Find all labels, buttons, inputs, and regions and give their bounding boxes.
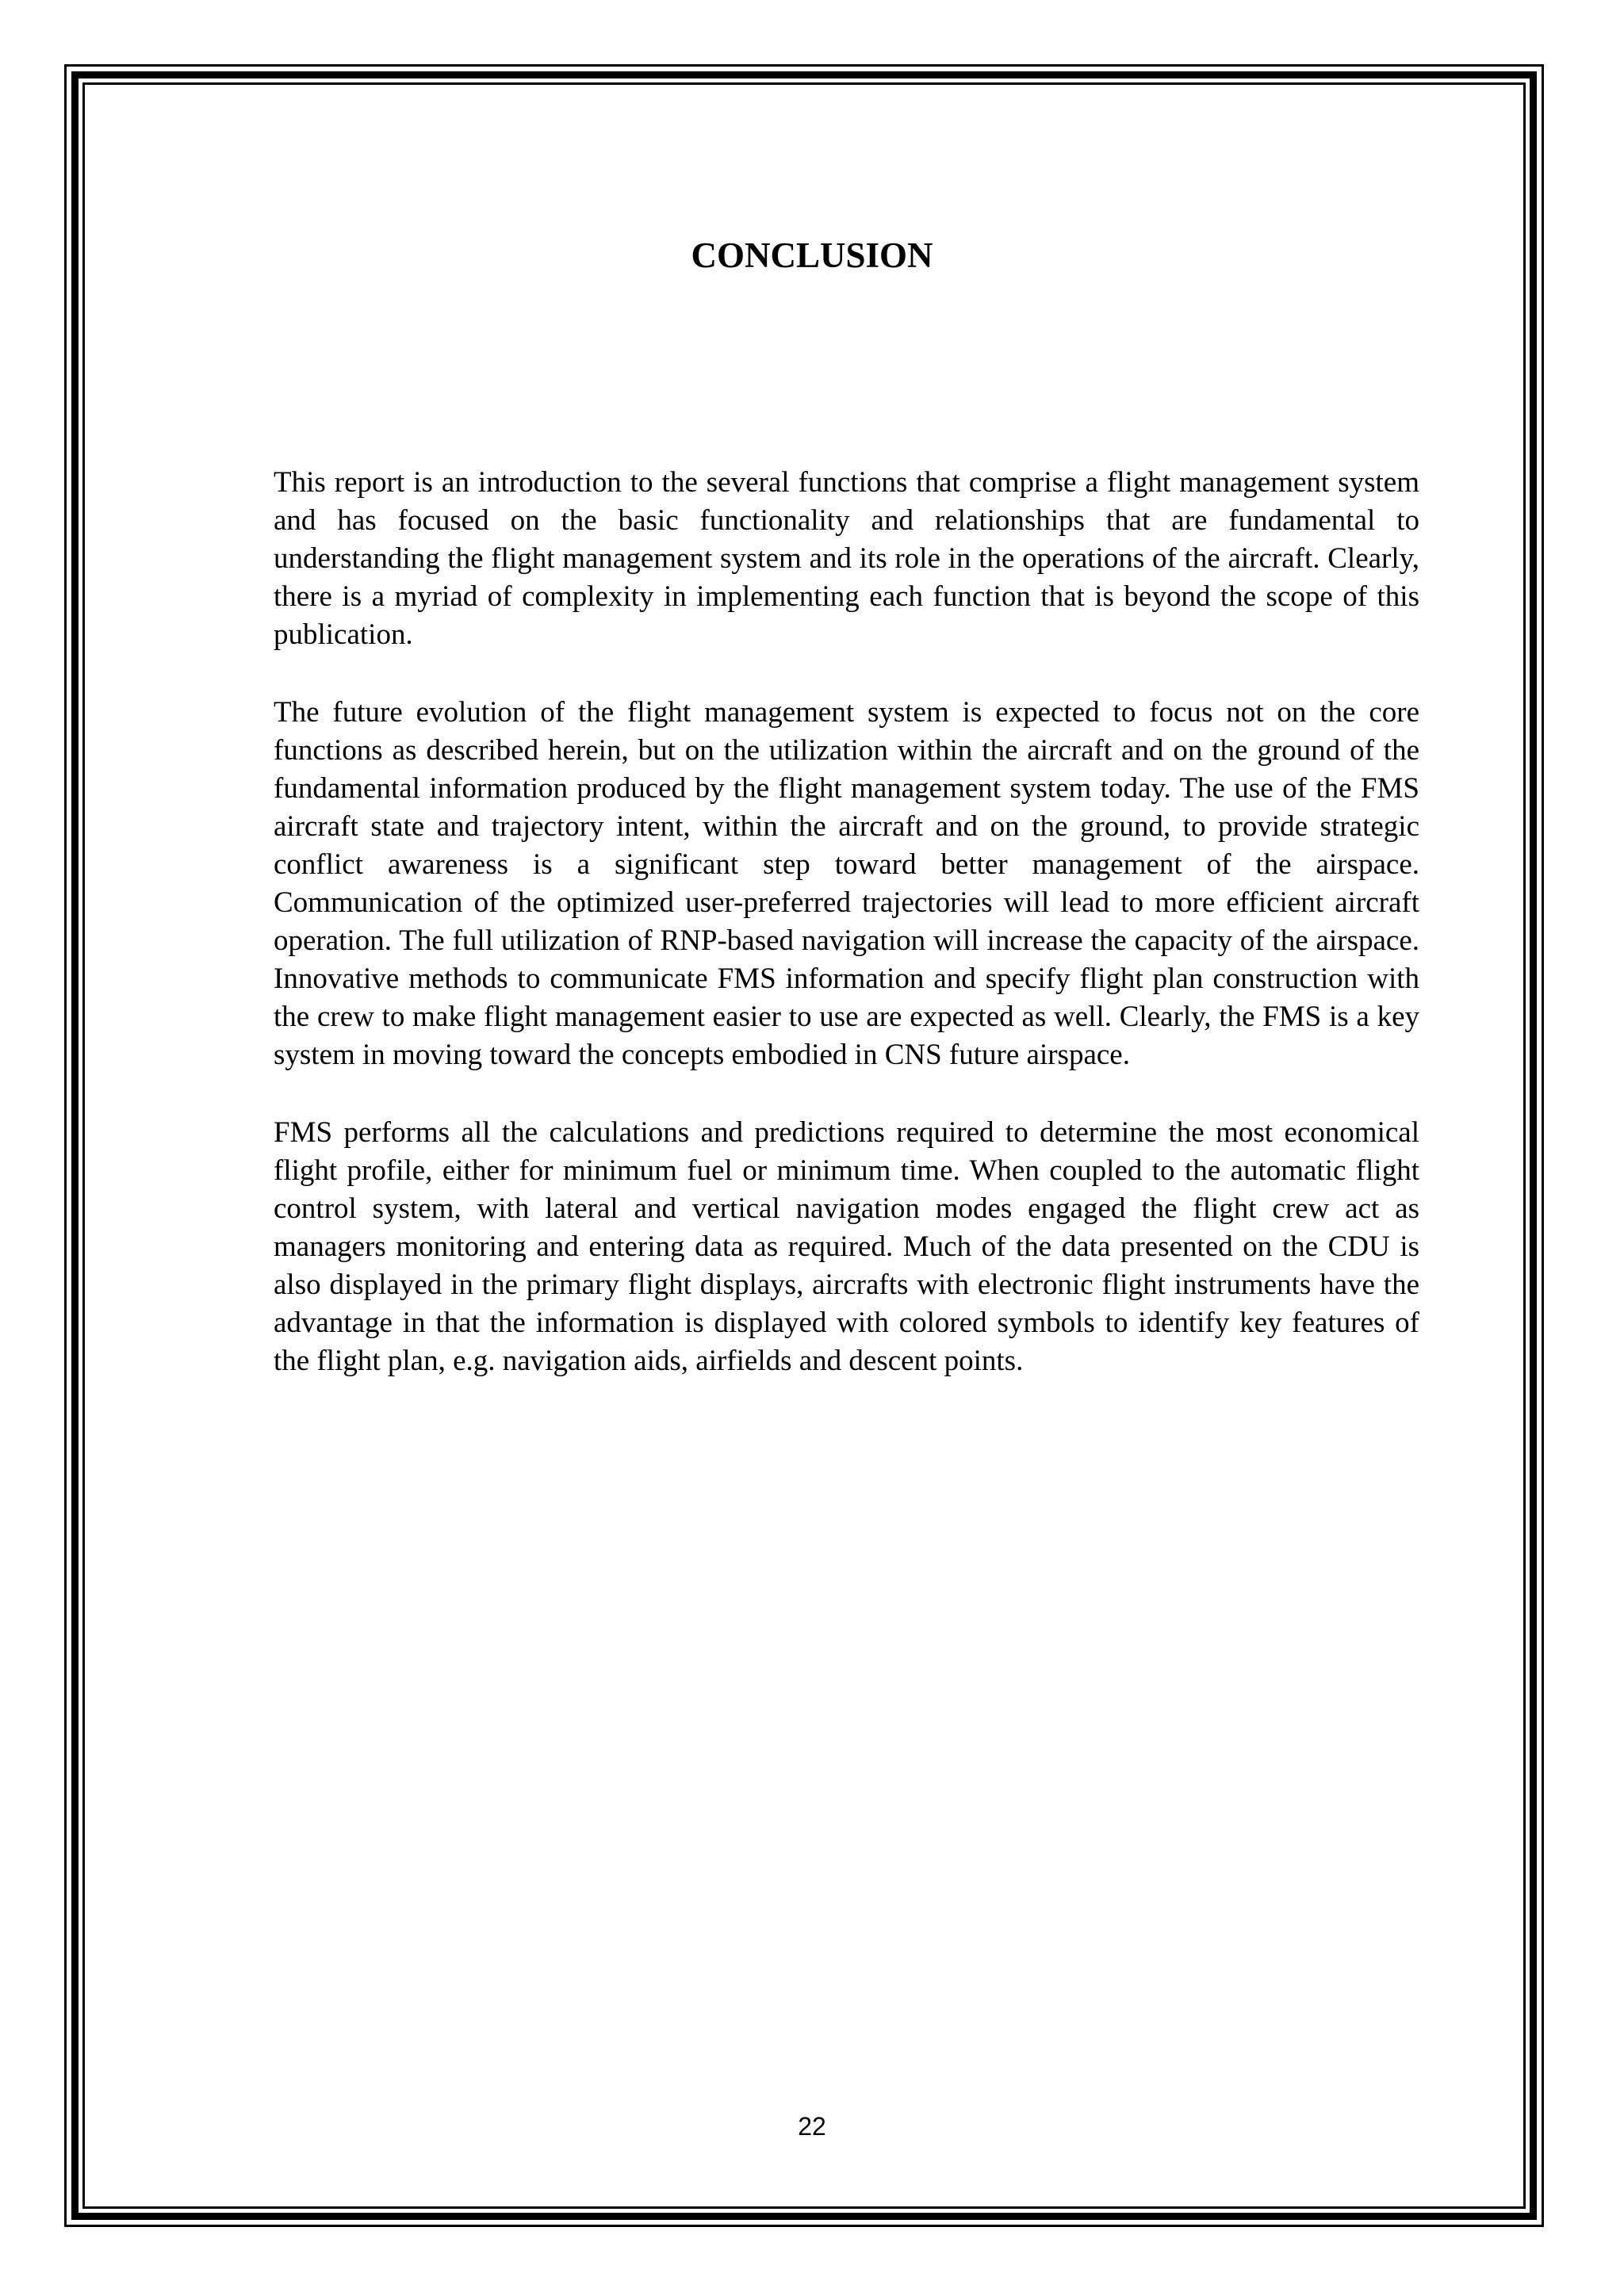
paragraph-fms-performance: FMS performs all the calculations and predictions required to determine the most economical flight profile, either for minimum fuel or minimum time. When coupled to the automatic flight control system, with lateral and vertical navigation modes engaged the flight crew act as managers monitoring and entering data as required. Much of the data presented on the CDU is also displayed in the primary flight displays, aircrafts with electronic flight instruments have the advantage in that the information is displayed with colored symbols to identify key features of the flight plan, e.g. navigation aids, airfields and descent points. (274, 1116, 1419, 1377)
paragraph-introduction: This report is an introduction to the several functions that comprise a flight management system and has focused on the basic functionality and relationships that are fundamental to understanding the flight management system and its role in the operations of the aircraft. Clearly, there is a myriad of complexity in implementing each function that is beyond the scope of this publication. (274, 466, 1419, 651)
paragraph-future-evolution: The future evolution of the flight management system is expected to focus not on the core functions as described herein, but on the utilization within the aircraft and on the ground of the fundamental information produced by the flight management system today. The use of the FMS aircraft state and trajectory intent, within the aircraft and on the ground, to provide strategic conflict awareness is a significant step toward better management of the airspace. Communication of the optimized user-preferred trajectories will lead to more efficient aircraft operation. The full utilization of RNP-based navigation will increase the capacity of the airspace. Innovative methods to communicate FMS information and specify flight plan construction with the crew to make flight management easier to use are expected as well. Clearly, the FMS is a key system in moving toward the concepts embodied in CNS future airspace. (274, 696, 1419, 1071)
body-text (274, 464, 1419, 1420)
page-number: 22 (798, 2112, 826, 2141)
page-title: CONCLUSION (691, 235, 933, 275)
